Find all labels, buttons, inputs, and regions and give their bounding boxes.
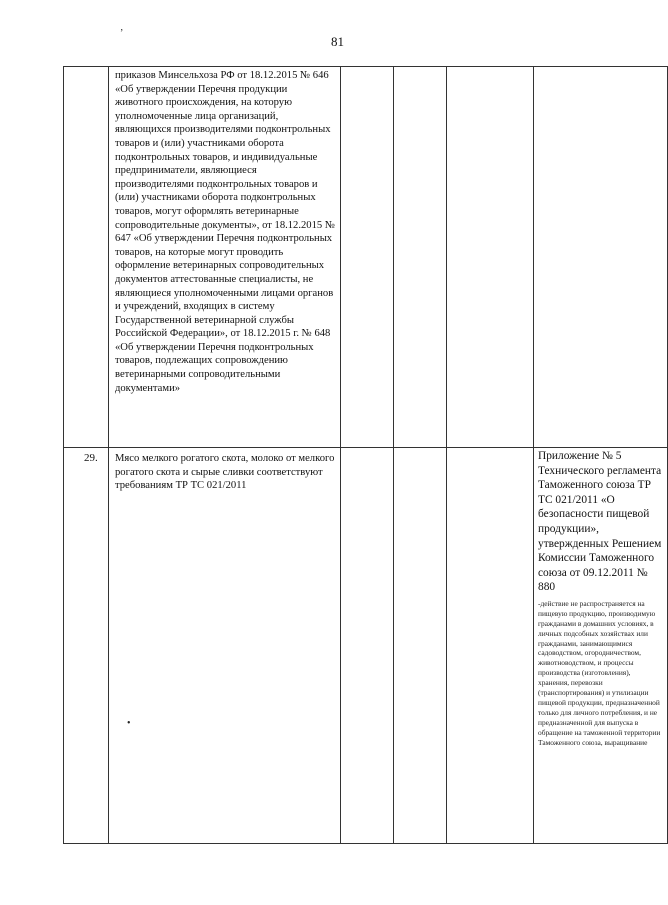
page-number: 81 <box>331 34 344 49</box>
reference-cell <box>534 448 668 844</box>
reference-cell <box>534 67 668 448</box>
requirement-cell <box>109 67 341 448</box>
row-number: 29. <box>84 452 98 464</box>
empty-cell <box>394 67 447 448</box>
table-row <box>64 448 668 844</box>
empty-cell <box>341 448 394 844</box>
reference-note <box>534 68 667 72</box>
scan-mark: ’ <box>120 28 124 39</box>
requirement-text: Мясо мелкого рогатого скота, молоко от мелкого рогатого скота и сырые сливки соответствуют требованиям ТР ТС 021/2011 <box>115 453 335 492</box>
empty-cell <box>341 67 394 448</box>
row-number <box>64 67 108 71</box>
empty-cell <box>394 448 447 844</box>
table-row <box>64 67 668 448</box>
row-number-cell <box>64 67 109 448</box>
requirement-cell <box>109 448 341 844</box>
document-table <box>63 66 668 844</box>
scan-mark: • <box>127 718 131 729</box>
empty-cell <box>447 448 534 844</box>
reference-text: Приложение № 5 Технического регламента Таможенного союза ТР ТС 021/2011 «О безопасности пищевой продукции», утвержденных Решением Комиссии Таможенного союза от 09.12.2011 № 880 <box>538 450 662 594</box>
row-number-cell <box>64 448 109 844</box>
empty-cell <box>447 67 534 448</box>
requirement-text: приказов Минсельхоза РФ от 18.12.2015 № 646 «Об утверждении Перечня продукции животного происхождения, на которую уполномоченные лица организаций, являющихся производителями подконтрольных товаров и (или) участниками оборота подконтрольных товаров, и индивидуальные предприниматели, являющиеся производителями подконтрольных товаров и (или) участниками оборота подконтрольных товаров, могут оформлять ветеринарные сопроводительные документы», от 18.12.2015 № 647 «Об утверждении Перечня подконтрольных товаров, на которые могут проводить оформление ветеринарных сопроводительных документов аттестованные специалисты, не являющиеся уполномоченными лицами органов и учреждений, входящих в систему Государственной ветеринарной службы Российской Федерации», от 18.12.2015 г. № 648 «Об утверждении Перечня подконтрольных товаров, подлежащих сопровождению ветеринарными сопроводительными документами» <box>115 70 335 394</box>
reference-note: -действие не распространяется на пищевую продукцию, производимую гражданами в домашних условиях, в личных подсобных хозяйствах или гражданами, занимающимися садоводством, огородничеством, животноводством, и процессы производства (изготовления), хранения, перевозки (транспортирования) и утилизации пищевой продукции, предназначенной только для личного потребления, и не предназначенной для выпуска в обращение на таможенной территории Таможенного союза, выращивание <box>538 598 661 747</box>
